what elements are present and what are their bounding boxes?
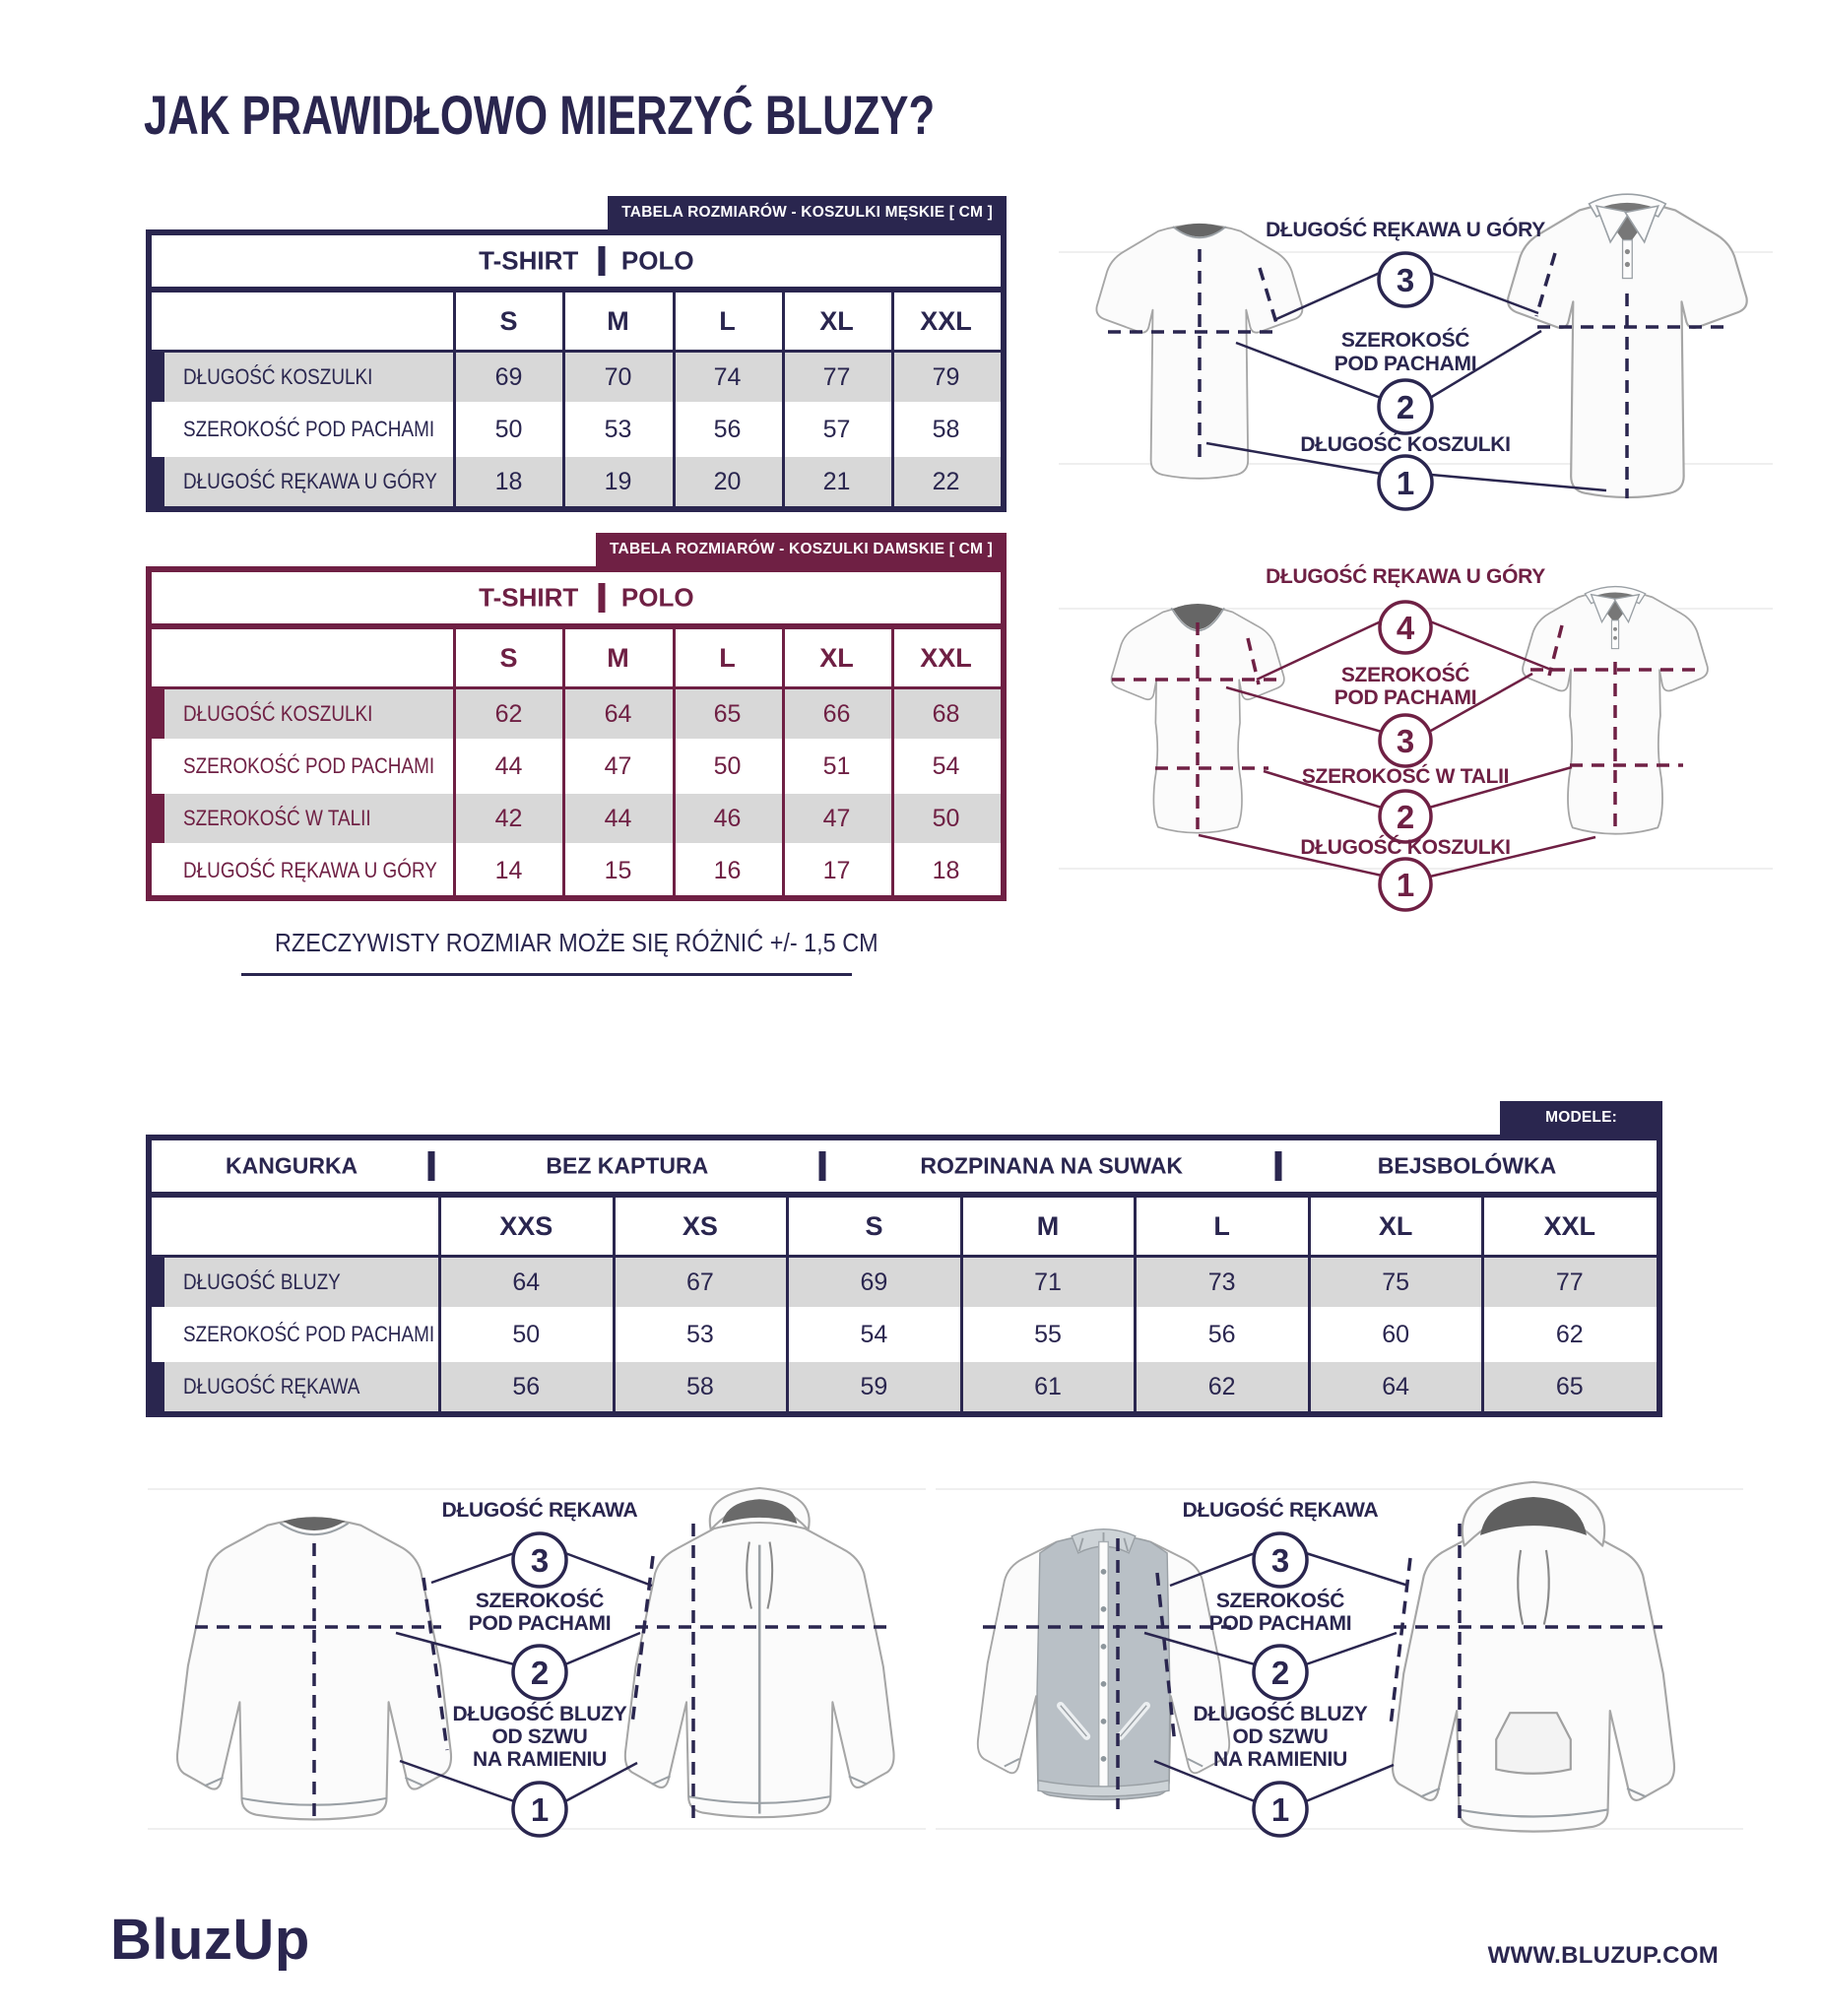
table-cell: 77 [822, 362, 851, 391]
table-cell: 77 [1555, 1268, 1584, 1296]
table-cell: 73 [1207, 1268, 1236, 1296]
models-type-header [152, 1140, 1657, 1198]
svg-text:POD PACHAMI: POD PACHAMI [1333, 353, 1477, 375]
table-cell: 59 [860, 1372, 888, 1400]
svg-text:SZEROKOŚĆ: SZEROKOŚĆ [1340, 664, 1470, 686]
size-header: M [1036, 1210, 1060, 1241]
svg-text:NA RAMIENIU: NA RAMIENIU [1213, 1748, 1347, 1771]
table-row [152, 1362, 1657, 1411]
table-cell: 60 [1382, 1320, 1410, 1348]
svg-text:2: 2 [1270, 1655, 1290, 1691]
sweatshirt-illustration [177, 1517, 451, 1819]
row-marker [152, 1258, 164, 1307]
type-separator [598, 583, 605, 613]
svg-text:OD SZWU: OD SZWU [1232, 1725, 1329, 1748]
callout-sleeve-length [1266, 218, 1545, 319]
table-cell: 69 [860, 1268, 888, 1296]
hoodie-illustration [1393, 1482, 1674, 1832]
size-header: L [719, 642, 736, 673]
svg-text:POD PACHAMI: POD PACHAMI [468, 1612, 612, 1635]
svg-text:DŁUGOŚĆ RĘKAWA U GÓRY: DŁUGOŚĆ RĘKAWA U GÓRY [1266, 219, 1545, 241]
column-divider [891, 629, 894, 895]
table-row [152, 1258, 1657, 1307]
column-divider [891, 293, 894, 506]
row-marker [152, 794, 164, 843]
size-header: M [607, 305, 629, 336]
men-size-table [146, 229, 1007, 512]
table-cell: 47 [604, 751, 632, 780]
size-header: S [499, 642, 518, 673]
svg-text:2: 2 [1396, 799, 1415, 835]
row-label: DŁUGOŚĆ KOSZULKI [183, 364, 373, 389]
row-label: DŁUGOŚĆ RĘKAWA [183, 1374, 360, 1398]
size-header: XXS [499, 1210, 553, 1241]
type-label-bejsbolowka: BEJSBOLÓWKA [1377, 1152, 1557, 1179]
type-separator [598, 246, 605, 276]
website-url: WWW.BLUZUP.COM [1487, 1942, 1719, 1969]
table-cell: 50 [932, 804, 960, 832]
type-label-rozpinana: ROZPINANA NA SUWAK [920, 1152, 1184, 1179]
table-cell: 69 [494, 362, 523, 391]
models-size-table [146, 1135, 1662, 1417]
table-cell: 54 [932, 751, 960, 780]
column-divider [453, 629, 456, 895]
row-label: DŁUGOŚĆ BLUZY [183, 1269, 341, 1294]
table-cell: 18 [494, 467, 523, 495]
svg-text:4: 4 [1396, 610, 1415, 646]
table-cell: 62 [1207, 1372, 1236, 1400]
svg-text:2: 2 [530, 1655, 550, 1691]
svg-text:1: 1 [1270, 1791, 1290, 1828]
table-cell: 51 [822, 751, 851, 780]
table-cell: 61 [1034, 1372, 1062, 1400]
row-marker [152, 1362, 164, 1411]
women-size-table [146, 566, 1007, 901]
row-label: SZEROKOŚĆ W TALII [183, 806, 371, 830]
svg-text:NA RAMIENIU: NA RAMIENIU [473, 1748, 607, 1771]
size-header: L [719, 305, 736, 336]
type-label-tshirt: T-SHIRT [479, 245, 579, 276]
size-header: XL [1378, 1210, 1413, 1241]
svg-text:OD SZWU: OD SZWU [491, 1725, 588, 1748]
men-size-header-row [152, 293, 1001, 353]
table-cell: 56 [713, 415, 742, 443]
svg-text:DŁUGOŚĆ BLUZY: DŁUGOŚĆ BLUZY [452, 1703, 627, 1725]
women-garment-type-header [152, 572, 1001, 629]
callout-shirt-length [1206, 432, 1606, 509]
hoodies-right-diagram [936, 1430, 1743, 1888]
column-divider [782, 629, 785, 895]
models-table-caption: MODELE: [1500, 1101, 1662, 1135]
size-header: S [499, 305, 518, 336]
table-cell: 56 [1207, 1320, 1236, 1348]
row-label: SZEROKOŚĆ POD PACHAMI [183, 417, 435, 441]
table-cell: 18 [932, 856, 960, 884]
table-cell: 65 [1555, 1372, 1584, 1400]
table-cell: 62 [494, 699, 523, 728]
row-label: SZEROKOŚĆ POD PACHAMI [183, 1322, 435, 1346]
size-header: XL [819, 305, 854, 336]
row-label: DŁUGOŚĆ RĘKAWA U GÓRY [183, 858, 437, 882]
column-divider [960, 1198, 963, 1411]
table-cell: 79 [932, 362, 960, 391]
size-tolerance-note: RZECZYWISTY ROZMIAR MOŻE SIĘ RÓŻNIĆ +/- 1,5 CM [241, 928, 852, 976]
table-cell: 64 [512, 1268, 541, 1296]
row-label: SZEROKOŚĆ POD PACHAMI [183, 753, 435, 778]
table-row [152, 846, 1001, 895]
table-cell: 58 [685, 1372, 714, 1400]
column-divider [438, 1198, 441, 1411]
table-cell: 50 [494, 415, 523, 443]
size-header: XXL [1543, 1210, 1596, 1241]
svg-text:SZEROKOŚĆ: SZEROKOŚĆ [1215, 1590, 1345, 1612]
row-marker [152, 353, 164, 402]
svg-text:SZEROKOŚĆ: SZEROKOŚĆ [1340, 329, 1470, 352]
table-cell: 53 [604, 415, 632, 443]
callout-shirt-length [1199, 835, 1595, 910]
mens-shirts-diagram [1059, 175, 1773, 525]
svg-text:3: 3 [1396, 262, 1415, 298]
svg-text:1: 1 [1396, 867, 1415, 903]
column-divider [562, 629, 565, 895]
table-cell: 19 [604, 467, 632, 495]
table-row [152, 794, 1001, 843]
table-row [152, 457, 1001, 506]
row-marker [152, 689, 164, 739]
table-cell: 46 [713, 804, 742, 832]
womens-shirts-diagram [1059, 544, 1773, 938]
table-cell: 50 [512, 1320, 541, 1348]
table-cell: 70 [604, 362, 632, 391]
table-cell: 67 [685, 1268, 714, 1296]
svg-text:DŁUGOŚĆ RĘKAWA: DŁUGOŚĆ RĘKAWA [1182, 1499, 1379, 1522]
table-cell: 66 [822, 699, 851, 728]
women-size-header-row [152, 629, 1001, 689]
table-cell: 64 [1382, 1372, 1410, 1400]
hoodies-left-diagram [148, 1430, 926, 1888]
women-table-caption: TABELA ROZMIARÓW - KOSZULKI DAMSKIE [ CM ] [596, 533, 1007, 566]
brand-logo: BluzUp [110, 1908, 310, 1972]
table-cell: 68 [932, 699, 960, 728]
table-cell: 50 [713, 751, 742, 780]
type-label-kangurka: KANGURKA [226, 1152, 358, 1179]
callout-sleeve-length [1257, 564, 1551, 680]
size-header: XS [682, 1210, 718, 1241]
svg-text:3: 3 [1270, 1542, 1290, 1579]
table-cell: 14 [494, 856, 523, 884]
table-cell: 74 [713, 362, 742, 391]
table-cell: 71 [1034, 1268, 1062, 1296]
svg-text:2: 2 [1396, 389, 1415, 425]
table-cell: 42 [494, 804, 523, 832]
svg-text:DŁUGOŚĆ KOSZULKI: DŁUGOŚĆ KOSZULKI [1300, 836, 1511, 859]
svg-text:DŁUGOŚĆ BLUZY: DŁUGOŚĆ BLUZY [1193, 1703, 1368, 1725]
svg-text:DŁUGOŚĆ KOSZULKI: DŁUGOŚĆ KOSZULKI [1300, 433, 1511, 456]
men-garment-type-header [152, 235, 1001, 293]
svg-text:DŁUGOŚĆ RĘKAWA: DŁUGOŚĆ RĘKAWA [441, 1499, 638, 1522]
column-divider [453, 293, 456, 506]
column-divider [673, 293, 676, 506]
table-cell: 22 [932, 467, 960, 495]
table-cell: 44 [494, 751, 523, 780]
callout-waist-width [1264, 764, 1572, 842]
svg-text:POD PACHAMI: POD PACHAMI [1208, 1612, 1352, 1635]
table-cell: 62 [1555, 1320, 1584, 1348]
type-separator [1275, 1151, 1282, 1181]
table-cell: 64 [604, 699, 632, 728]
table-cell: 20 [713, 467, 742, 495]
column-divider [613, 1198, 616, 1411]
table-cell: 53 [685, 1320, 714, 1348]
table-row [152, 689, 1001, 739]
zip-hoodie-illustration [625, 1488, 894, 1817]
models-size-header-row [152, 1198, 1657, 1258]
table-cell: 58 [932, 415, 960, 443]
table-cell: 65 [713, 699, 742, 728]
column-divider [786, 1198, 789, 1411]
table-cell: 15 [604, 856, 632, 884]
svg-text:POD PACHAMI: POD PACHAMI [1333, 686, 1477, 709]
column-divider [1134, 1198, 1137, 1411]
table-row [152, 742, 1001, 791]
size-header: XXL [920, 305, 972, 336]
svg-text:DŁUGOŚĆ RĘKAWA U GÓRY: DŁUGOŚĆ RĘKAWA U GÓRY [1266, 565, 1545, 588]
table-cell: 56 [512, 1372, 541, 1400]
size-header: M [607, 642, 629, 673]
baseball-jacket-illustration [978, 1529, 1229, 1800]
type-label-polo: POLO [620, 582, 694, 613]
table-row [152, 1310, 1657, 1359]
row-marker [152, 457, 164, 506]
column-divider [782, 293, 785, 506]
column-divider [1308, 1198, 1311, 1411]
column-divider [562, 293, 565, 506]
table-cell: 16 [713, 856, 742, 884]
table-cell: 21 [822, 467, 851, 495]
size-header: S [865, 1210, 883, 1241]
table-cell: 75 [1382, 1268, 1410, 1296]
svg-text:SZEROKOŚĆ: SZEROKOŚĆ [475, 1590, 605, 1612]
svg-text:1: 1 [1396, 465, 1415, 501]
size-header: XXL [920, 642, 972, 673]
table-cell: 17 [822, 856, 851, 884]
size-header: XL [819, 642, 854, 673]
type-label-bez-kaptura: BEZ KAPTURA [546, 1152, 709, 1179]
table-row [152, 405, 1001, 454]
men-table-caption: TABELA ROZMIARÓW - KOSZULKI MĘSKIE [ CM ] [608, 196, 1007, 229]
table-cell: 44 [604, 804, 632, 832]
type-separator [819, 1151, 826, 1181]
svg-text:1: 1 [530, 1791, 550, 1828]
column-divider [673, 629, 676, 895]
type-label-polo: POLO [620, 245, 694, 276]
table-cell: 54 [860, 1320, 888, 1348]
row-label: DŁUGOŚĆ KOSZULKI [183, 701, 373, 726]
svg-text:3: 3 [530, 1542, 550, 1579]
table-cell: 57 [822, 415, 851, 443]
callout-chest-width [1236, 328, 1541, 433]
page-title: JAK PRAWIDŁOWO MIERZYĆ BLUZY? [144, 84, 936, 146]
svg-text:3: 3 [1396, 723, 1415, 759]
table-cell: 55 [1034, 1320, 1062, 1348]
size-header: L [1213, 1210, 1230, 1241]
row-label: DŁUGOŚĆ RĘKAWA U GÓRY [183, 469, 437, 493]
callout-sleeve-length [431, 1498, 652, 1587]
type-separator [428, 1151, 435, 1181]
table-row [152, 353, 1001, 402]
column-divider [1481, 1198, 1484, 1411]
table-cell: 47 [822, 804, 851, 832]
type-label-tshirt: T-SHIRT [479, 582, 579, 613]
callout-sleeve-length [1170, 1498, 1408, 1587]
svg-text:SZEROKOŚĆ W TALII: SZEROKOŚĆ W TALII [1301, 765, 1510, 788]
